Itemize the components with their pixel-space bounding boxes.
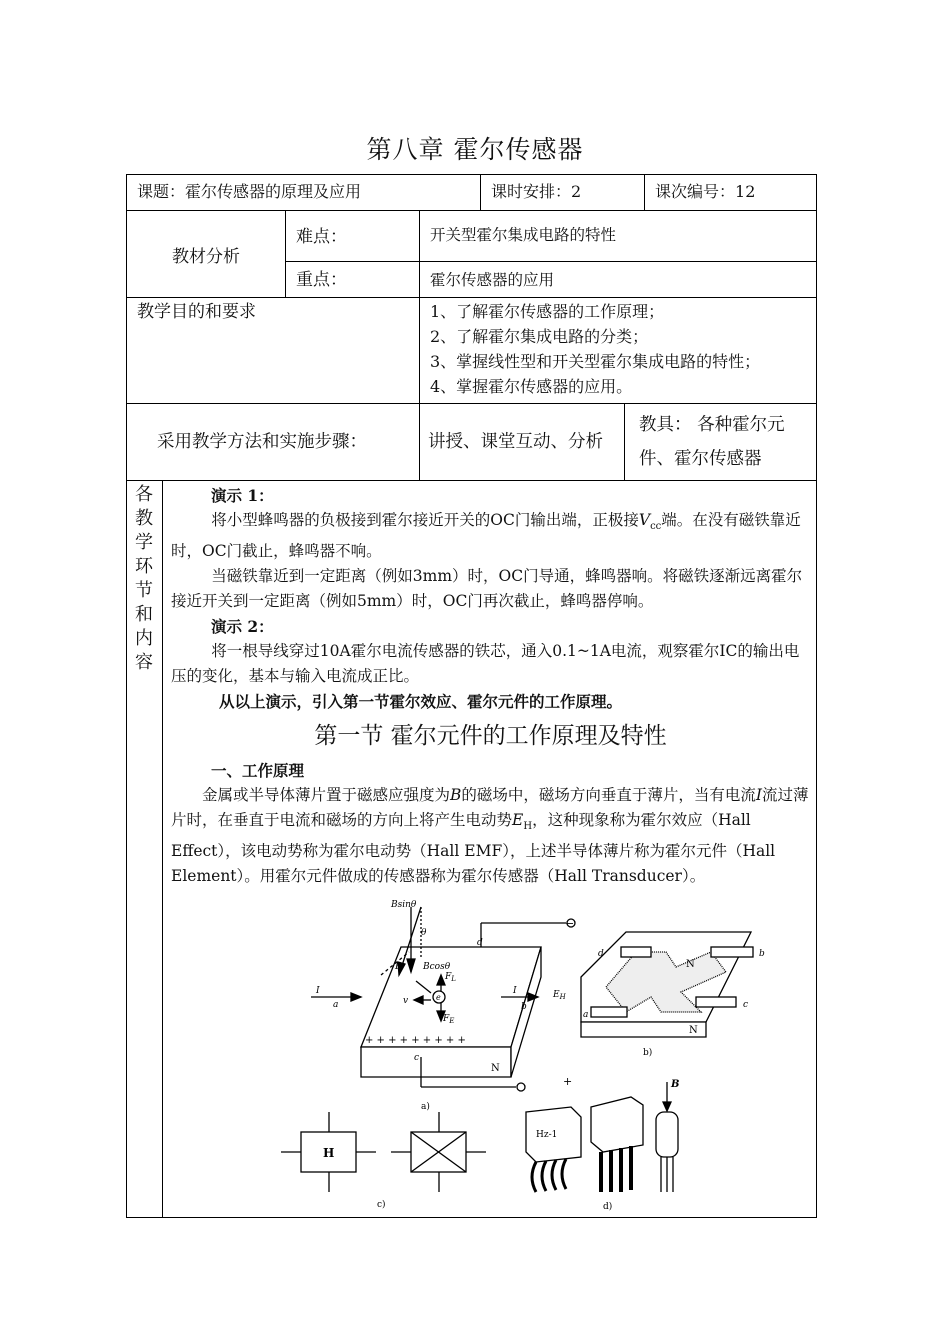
charge-plus-row: + + + + + + + + + xyxy=(365,1035,466,1047)
tools-line: 教具： 各种霍尔元 xyxy=(639,415,785,435)
objective-item: 4、掌握霍尔传感器的应用。 xyxy=(430,377,633,396)
bcos-label: Bcosθ xyxy=(423,962,451,973)
hours-cell: 课时安排：2 xyxy=(481,175,645,211)
objective-item: 2、了解霍尔集成电路的分类； xyxy=(430,327,649,346)
b-terminal-b: b xyxy=(759,949,765,960)
demo1-paragraph: 将小型蜂鸣器的负极接到霍尔接近开关的OC门输出端，正极接$V_{cc}$端。在没有磁铁靠近时，OC门截止，蜂鸣器不响。 xyxy=(171,511,801,561)
section-label-cell xyxy=(127,481,163,1218)
demo-lead: 从以上演示，引入第一节霍尔效应、霍尔元件的工作原理。 xyxy=(219,692,623,712)
content-cell xyxy=(163,481,817,1218)
current-out-label: I xyxy=(513,986,517,997)
section-title: 第一节 霍尔元件的工作原理及特性 xyxy=(314,723,667,750)
key-text: 霍尔传感器的应用 xyxy=(420,262,817,298)
methods-text: 讲授、课堂互动、分析 xyxy=(420,404,625,481)
b-terminal-a: a xyxy=(583,1010,589,1021)
principle-paragraph: 金属或半导体薄片置于磁感应强度为B的磁场中，磁场方向垂直于薄片，当有电流I流过薄片时，在垂直于电流和磁场的方向上将产生电动势$E_H$，这种现象称为霍尔效应（Hall Effect），该电动势称为霍尔电动势（Hall EMF），上述半导体薄片称为霍尔元件（Hall Element）。用霍尔元件做成的传感器称为霍尔传感器（Hall Transducer）。 xyxy=(171,786,809,886)
objective-item: 1、了解霍尔传感器的工作原理； xyxy=(430,302,665,321)
fig-c-label: c) xyxy=(377,1200,386,1211)
fig-d-label: d) xyxy=(603,1202,613,1213)
b-terminal-c: c xyxy=(743,1000,749,1011)
minus-terminal: − xyxy=(565,917,575,931)
d-b-label: B xyxy=(671,1079,680,1091)
b-terminal-d: d xyxy=(598,949,604,960)
fe-label: $F_E$ xyxy=(443,1014,455,1026)
chapter-title: 第八章 霍尔传感器 xyxy=(366,135,584,164)
terminal-a-label: a xyxy=(333,1000,339,1011)
theta-label: θ xyxy=(421,928,427,939)
electron-label: e xyxy=(436,993,441,1003)
fig-a-label: a) xyxy=(421,1102,430,1113)
hall-symbols xyxy=(281,1112,486,1192)
lesson-no-cell: 课次编号：12 xyxy=(645,175,817,211)
objectives-list xyxy=(420,298,817,404)
demo2-title: 演示 2： xyxy=(211,617,274,637)
terminal-c-label: c xyxy=(414,1053,420,1064)
tools-cell xyxy=(625,404,817,481)
methods-label: 采用教学方法和实施步骤： xyxy=(127,404,420,481)
objective-item: 3、掌握线性型和开关型霍尔集成电路的特性； xyxy=(430,352,761,371)
difficulty-text: 开关型霍尔集成电路的特性 xyxy=(420,211,817,262)
fig-b-label: b) xyxy=(643,1048,653,1059)
fl-label: $F_L$ xyxy=(445,972,456,984)
bsin-label: Bsinθ xyxy=(391,900,417,911)
b-n-bottom: N xyxy=(689,1025,698,1037)
demo1-title: 演示 1： xyxy=(211,486,274,505)
b-vector-label: B xyxy=(395,962,402,973)
analysis-label: 教材分析 xyxy=(127,211,286,298)
h-symbol-label: H xyxy=(323,1146,335,1161)
difficulty-label: 难点： xyxy=(286,211,420,262)
plus-terminal: + xyxy=(563,1075,573,1089)
section-label: 各 教 学 环 节 和 内 容 xyxy=(135,484,153,673)
demo1-paragraph: 当磁铁靠近到一定距离（例如3mm）时，OC门导通，蜂鸣器响。将磁铁逐渐远离霍尔接近开关到一定距离（例如5mm）时，OC门再次截止，蜂鸣器停响。 xyxy=(171,567,803,611)
hall-cross-element xyxy=(581,932,753,1037)
terminal-d-label: d xyxy=(477,938,483,949)
objectives-label: 教学目的和要求 xyxy=(127,298,420,404)
section-subtitle: 一、工作原理 xyxy=(211,761,305,781)
terminal-b-label: b xyxy=(521,1002,527,1013)
v-label: v xyxy=(403,996,409,1007)
slab-n-label: N xyxy=(491,1063,500,1075)
key-label: 重点： xyxy=(286,262,420,298)
lesson-plan-table xyxy=(126,174,817,1218)
b-eh-label: $E_H$ xyxy=(553,990,566,1002)
topic-cell: 课题：霍尔传感器的原理及应用 xyxy=(127,175,481,211)
hall-slab-diagram xyxy=(311,907,575,1091)
demo2-paragraph: 将一根导线穿过10A霍尔电流传感器的铁芯，通入0.1~1A电流，观察霍尔IC的输出电压的变化，基本与输入电流成正比。 xyxy=(171,642,800,686)
tools-line: 件、霍尔传感器 xyxy=(639,449,762,469)
current-in-label: I xyxy=(316,986,320,997)
hall-element-figure xyxy=(281,897,841,1217)
b-n-top: N xyxy=(686,959,695,971)
hz-package-label: Hz-1 xyxy=(536,1130,558,1141)
